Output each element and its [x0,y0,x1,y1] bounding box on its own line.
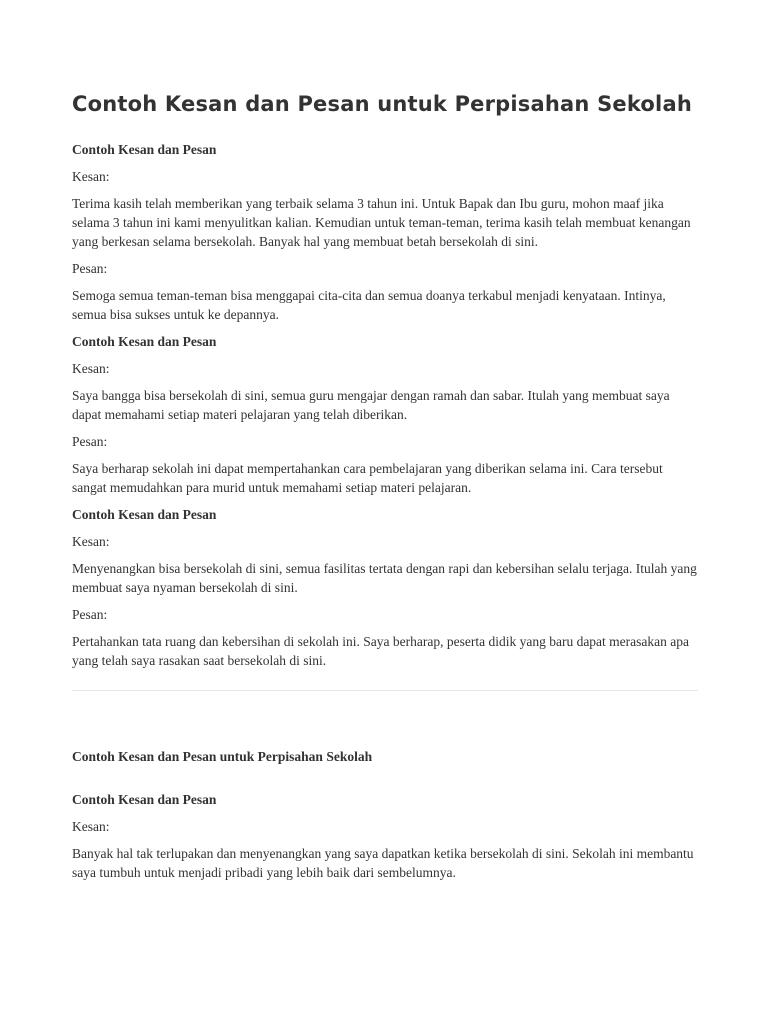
pesan-label: Pesan: [72,261,108,276]
kesan-text: Terima kasih telah memberikan yang terbaik selama 3 tahun ini. Untuk Bapak dan Ibu guru, mohon maaf jika selama 3 tahun ini kami menyulitkan kalian. Kemudian untuk teman-teman, terima kasih telah membuat kenangan yang berkesan selama bersekolah. Banyak hal yang membuat betah bersekolah di sini. [72,196,691,249]
kesan-label: Kesan: [72,534,110,549]
section-heading: Contoh Kesan dan Pesan [72,142,217,157]
section-heading: Contoh Kesan dan Pesan [72,792,217,807]
second-part [72,747,698,882]
section-divider [72,690,698,691]
pesan-label: Pesan: [72,607,108,622]
kesan-text: Saya bangga bisa bersekolah di sini, semua guru mengajar dengan ramah dan sabar. Itulah yang membuat saya dapat memahami setiap materi pelajaran yang telah diberikan. [72,388,670,422]
sub-title: Contoh Kesan dan Pesan untuk Perpisahan Sekolah [72,749,373,764]
section-1 [72,140,698,324]
section-3 [72,505,698,670]
kesan-label: Kesan: [72,361,110,376]
kesan-text: Banyak hal tak terlupakan dan menyenangkan yang saya dapatkan ketika bersekolah di sini. Sekolah ini membantu saya tumbuh untuk menjadi pribadi yang lebih baik dari sembelumnya. [72,846,694,880]
section-2 [72,332,698,497]
kesan-text: Menyenangkan bisa bersekolah di sini, semua fasilitas tertata dengan rapi dan kebersihan selalu terjaga. Itulah yang membuat saya nyaman bersekolah di sini. [72,561,697,595]
section-heading: Contoh Kesan dan Pesan [72,507,217,522]
pesan-label: Pesan: [72,434,108,449]
page-title: Contoh Kesan dan Pesan untuk Perpisahan Sekolah [72,92,692,116]
pesan-text: Semoga semua teman-teman bisa menggapai cita-cita dan semua doanya terkabul menjadi kenyataan. Intinya, semua bisa sukses untuk ke depannya. [72,288,666,322]
kesan-label: Kesan: [72,819,110,834]
pesan-text: Saya berharap sekolah ini dapat mempertahankan cara pembelajaran yang diberikan selama ini. Cara tersebut sangat memudahkan para murid untuk memahami setiap materi pelajaran. [72,461,663,495]
pesan-text: Pertahankan tata ruang dan kebersihan di sekolah ini. Saya berharap, peserta didik yang baru dapat merasakan apa yang telah saya rasakan saat bersekolah di sini. [72,634,690,668]
kesan-label: Kesan: [72,169,110,184]
section-heading: Contoh Kesan dan Pesan [72,334,217,349]
document-page [72,92,698,890]
